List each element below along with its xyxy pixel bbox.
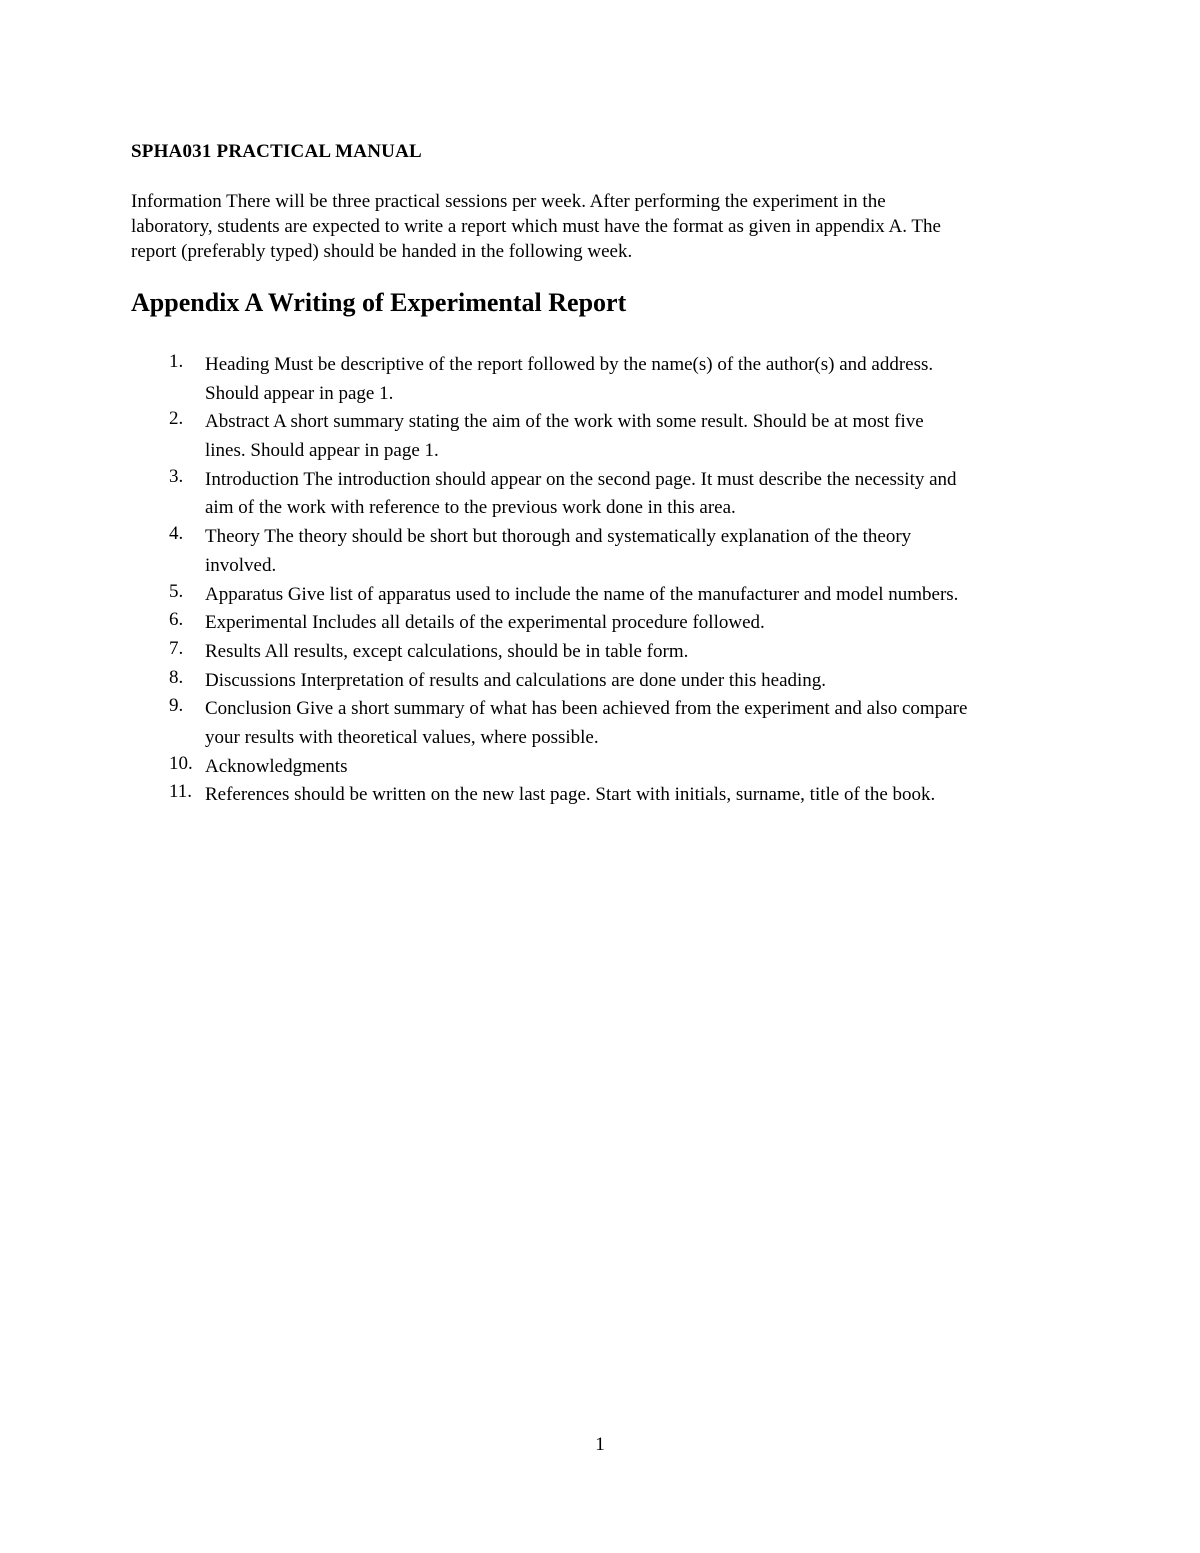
report-section-item [131,753,1091,782]
report-section-item [131,609,1091,638]
list-item-text-line: Discussions Interpretation of results and calculations are done under this heading. [205,669,827,691]
report-section-item [131,781,1091,810]
list-item-number: 4. [169,523,184,545]
report-section-item [131,523,1091,580]
list-item-text-line: Heading Must be descriptive of the report followed by the name(s) of the author(s) and address. [205,354,934,375]
paragraph-line: laboratory, students are expected to write a report which must have the format as given in appendix A. The [131,216,941,237]
list-item-text-line: lines. Should appear in page 1. [205,440,439,462]
list-item-number: 10. [169,752,193,774]
paragraph-line: Information There will be three practical sessions per week. After performing the experiment in the [131,191,886,212]
list-item-text-line: aim of the work with reference to the previous work done in this area. [205,497,736,519]
list-item-text-line: Experimental Includes all details of the experimental procedure followed. [205,612,765,634]
list-item-text-line: References should be written on the new last page. Start with initials, surname, title of the book. [205,784,936,806]
report-section-item [131,695,1091,752]
list-item-text-line: involved. [205,554,277,576]
report-section-item [131,351,1091,408]
list-item-number: 6. [169,609,184,631]
list-item-number: 9. [169,695,184,717]
list-item-text-line: your results with theoretical values, where possible. [205,726,599,748]
report-section-item [131,667,1091,696]
report-section-item [131,638,1091,667]
list-item-number: 5. [169,580,184,602]
list-item-text-line: Should appear in page 1. [205,382,394,404]
report-section-item [131,408,1091,465]
list-item-number: 3. [169,465,184,487]
list-item-text-line: Abstract A short summary stating the aim of the work with some result. Should be at most five [205,411,924,433]
appendix-heading: Appendix A Writing of Experimental Report [131,288,627,317]
list-item-text-line: Introduction The introduction should appear on the second page. It must describe the necessity and [205,468,957,490]
paragraph-line: report (preferably typed) should be handed in the following week. [131,241,633,262]
report-sections-list [131,351,1091,810]
list-item-text-line: Acknowledgments [205,755,348,777]
page-number: 1 [595,1434,605,1455]
report-section-item [131,581,1091,610]
list-item-number: 7. [169,637,184,659]
list-item-number: 1. [169,351,184,372]
list-item-number: 11. [169,781,193,803]
list-item-number: 8. [169,666,184,688]
list-item-text-line: Results All results, except calculations, should be in table form. [205,640,689,662]
information-paragraph [131,189,1081,264]
list-item-text-line: Conclusion Give a short summary of what has been achieved from the experiment and also compare [205,698,968,720]
report-section-item [131,466,1091,523]
list-item-text-line: Apparatus Give list of apparatus used to include the name of the manufacturer and model numbers. [205,583,959,605]
list-item-number: 2. [169,408,184,430]
list-item-text-line: Theory The theory should be short but thorough and systematically explanation of the theory [205,526,912,548]
document-title: SPHA031 PRACTICAL MANUAL [131,141,422,162]
